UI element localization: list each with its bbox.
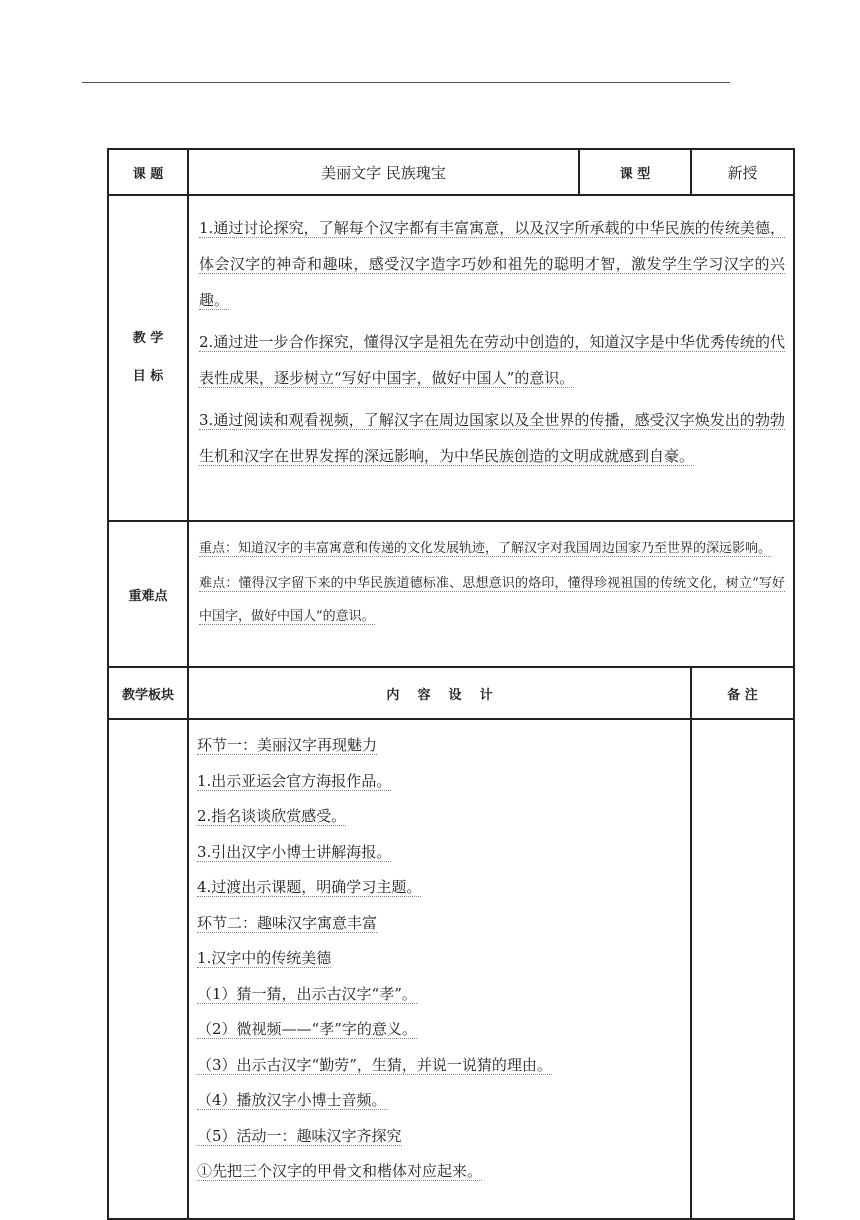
key-points-label: 重难点 <box>108 521 188 667</box>
goal-item: 1.通过讨论探究，了解每个汉字都有丰富寓意，以及汉字所承载的中华民族的传统美德，体会汉字的神奇和趣味，感受汉字造字巧妙和祖先的聪明才智，激发学生学习汉字的兴趣。 <box>199 219 785 309</box>
type-value: 新授 <box>691 149 794 195</box>
topic-value: 美丽文字 民族瑰宝 <box>188 149 579 195</box>
lesson-plan-table <box>107 148 795 1220</box>
module-cell <box>108 719 188 1219</box>
content-line: （2）微视频——“孝”字的意义。 <box>197 1020 417 1038</box>
content-line: （5）活动一：趣味汉字齐探究 <box>197 1126 402 1145</box>
content-line: 1.出示亚运会官方海报作品。 <box>197 771 392 790</box>
goal-item: 2.通过进一步合作探究，懂得汉字是祖先在劳动中创造的，知道汉字是中华优秀传统的代表性成果，逐步树立“写好中国字，做好中国人”的意识。 <box>199 333 785 387</box>
goals-content <box>188 195 794 521</box>
key-points-content <box>188 521 794 667</box>
topic-label: 课 题 <box>108 149 188 195</box>
content-line: 环节二：趣味汉字寓意丰富 <box>197 913 378 932</box>
content-design-label: 内 容 设 计 <box>188 667 691 719</box>
content-line: 4.过渡出示课题，明确学习主题。 <box>197 878 422 896</box>
goals-row <box>108 195 794 521</box>
key-points-row <box>108 521 794 667</box>
content-cell <box>188 719 691 1219</box>
content-line: 1.汉字中的传统美德 <box>197 949 332 967</box>
topic-row <box>108 149 794 195</box>
content-row <box>108 719 794 1219</box>
goal-item: 3.通过阅读和观看视频，了解汉字在周边国家以及全世界的传播，感受汉字焕发出的勃勃生机和汉字在世界发挥的深远影响，为中华民族创造的文明成就感到自豪。 <box>199 411 785 465</box>
focus-point: 重点：知道汉字的丰富寓意和传递的文化发展轨迹，了解汉字对我国周边国家乃至世界的深远影响。 <box>199 541 772 556</box>
notes-label: 备 注 <box>691 667 794 719</box>
content-line: ①先把三个汉字的甲骨文和楷体对应起来。 <box>197 1162 483 1180</box>
section-header-row <box>108 667 794 719</box>
type-label: 课 型 <box>579 149 691 195</box>
content-line: 3.引出汉字小博士讲解海报。 <box>197 842 392 861</box>
content-line: （4）播放汉字小博士音频。 <box>197 1091 387 1109</box>
content-line: 环节一：美丽汉字再现魅力 <box>197 736 378 754</box>
difficulty-point: 难点：懂得汉字留下来的中华民族道德标准、思想意识的烙印，懂得珍视祖国的传统文化，树立“写好中国字，做好中国人”的意识。 <box>199 576 785 624</box>
content-line: （1）猜一猜，出示古汉字“孝”。 <box>197 984 417 1003</box>
header-rule <box>82 82 730 83</box>
goals-label-line1: 教 学 <box>132 331 164 346</box>
content-line: 2.指名谈谈欣赏感受。 <box>197 807 347 825</box>
goals-label-line2: 目 标 <box>132 369 164 384</box>
goals-label <box>108 195 188 521</box>
content-line: （3）出示古汉字“勤劳”，生猜，并说一说猜的理由。 <box>197 1055 552 1074</box>
notes-cell <box>691 719 794 1219</box>
module-label: 教学板块 <box>108 667 188 719</box>
